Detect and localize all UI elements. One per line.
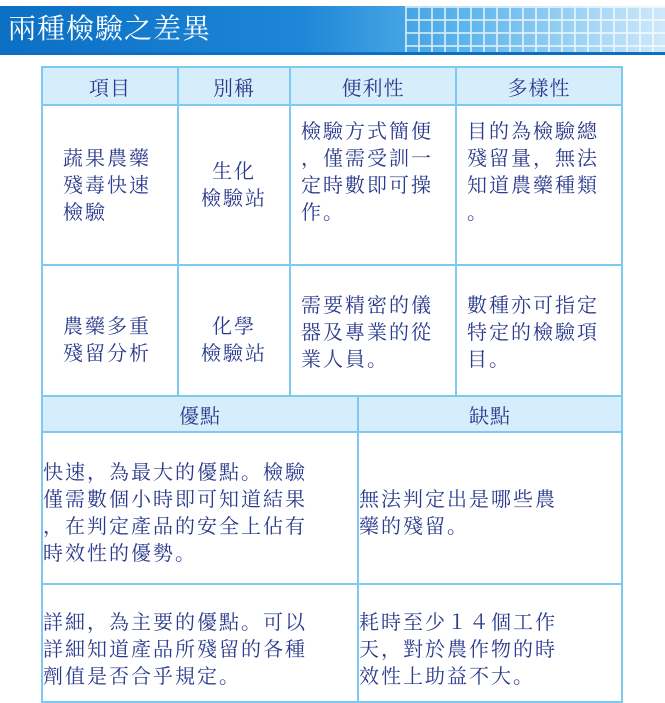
convenience-cell: 需要精密的儀 器及專業的從 業人員。: [290, 265, 456, 415]
comparison-table-methods: [41, 66, 623, 416]
alias-cell: 生化 檢驗站: [178, 105, 290, 265]
convenience-cell: 檢驗方式簡便 ，僅需受訓一 定時數即可操 作。: [290, 105, 456, 265]
item-cell: 農藥多重 殘留分析: [42, 265, 178, 415]
title-banner: [0, 6, 665, 52]
table-row: [42, 105, 622, 265]
diversity-cell: 目的為檢驗總 殘留量，無法 知道農藥種類 。: [456, 105, 622, 265]
item-cell: 蔬果農藥 殘毒快速 檢驗: [42, 105, 178, 265]
table-row: [42, 432, 622, 584]
header-pros: 優點: [42, 396, 358, 432]
cons-cell: 無法判定出是哪些農 藥的殘留。: [358, 432, 622, 584]
pros-cell: 詳細，為主要的優點。可以 詳細知道產品所殘留的各種 劑值是否合乎規定。: [42, 584, 358, 702]
cons-cell: 耗時至少１４個工作 天，對於農作物的時 效性上助益不大。: [358, 584, 622, 702]
header-cons: 缺點: [358, 396, 622, 432]
alias-cell: 化學 檢驗站: [178, 265, 290, 415]
banner-grid-decoration: [405, 6, 665, 52]
title-underline: [0, 52, 665, 55]
table-row: [42, 265, 622, 415]
header-alias: 別稱: [178, 67, 290, 105]
header-convenience: 便利性: [290, 67, 456, 105]
table-row: [42, 584, 622, 702]
pros-cell: 快速，為最大的優點。檢驗 僅需數個小時即可知道結果 ，在判定產品的安全上佔有 時效性的優勢。: [42, 432, 358, 584]
header-item: 項目: [42, 67, 178, 105]
page-title: 兩種檢驗之差異: [8, 12, 212, 45]
header-row: [42, 67, 622, 105]
header-diversity: 多樣性: [456, 67, 622, 105]
comparison-table-pros-cons: [41, 395, 623, 703]
diversity-cell: 數種亦可指定 特定的檢驗項 目。: [456, 265, 622, 415]
header-row: [42, 396, 622, 432]
